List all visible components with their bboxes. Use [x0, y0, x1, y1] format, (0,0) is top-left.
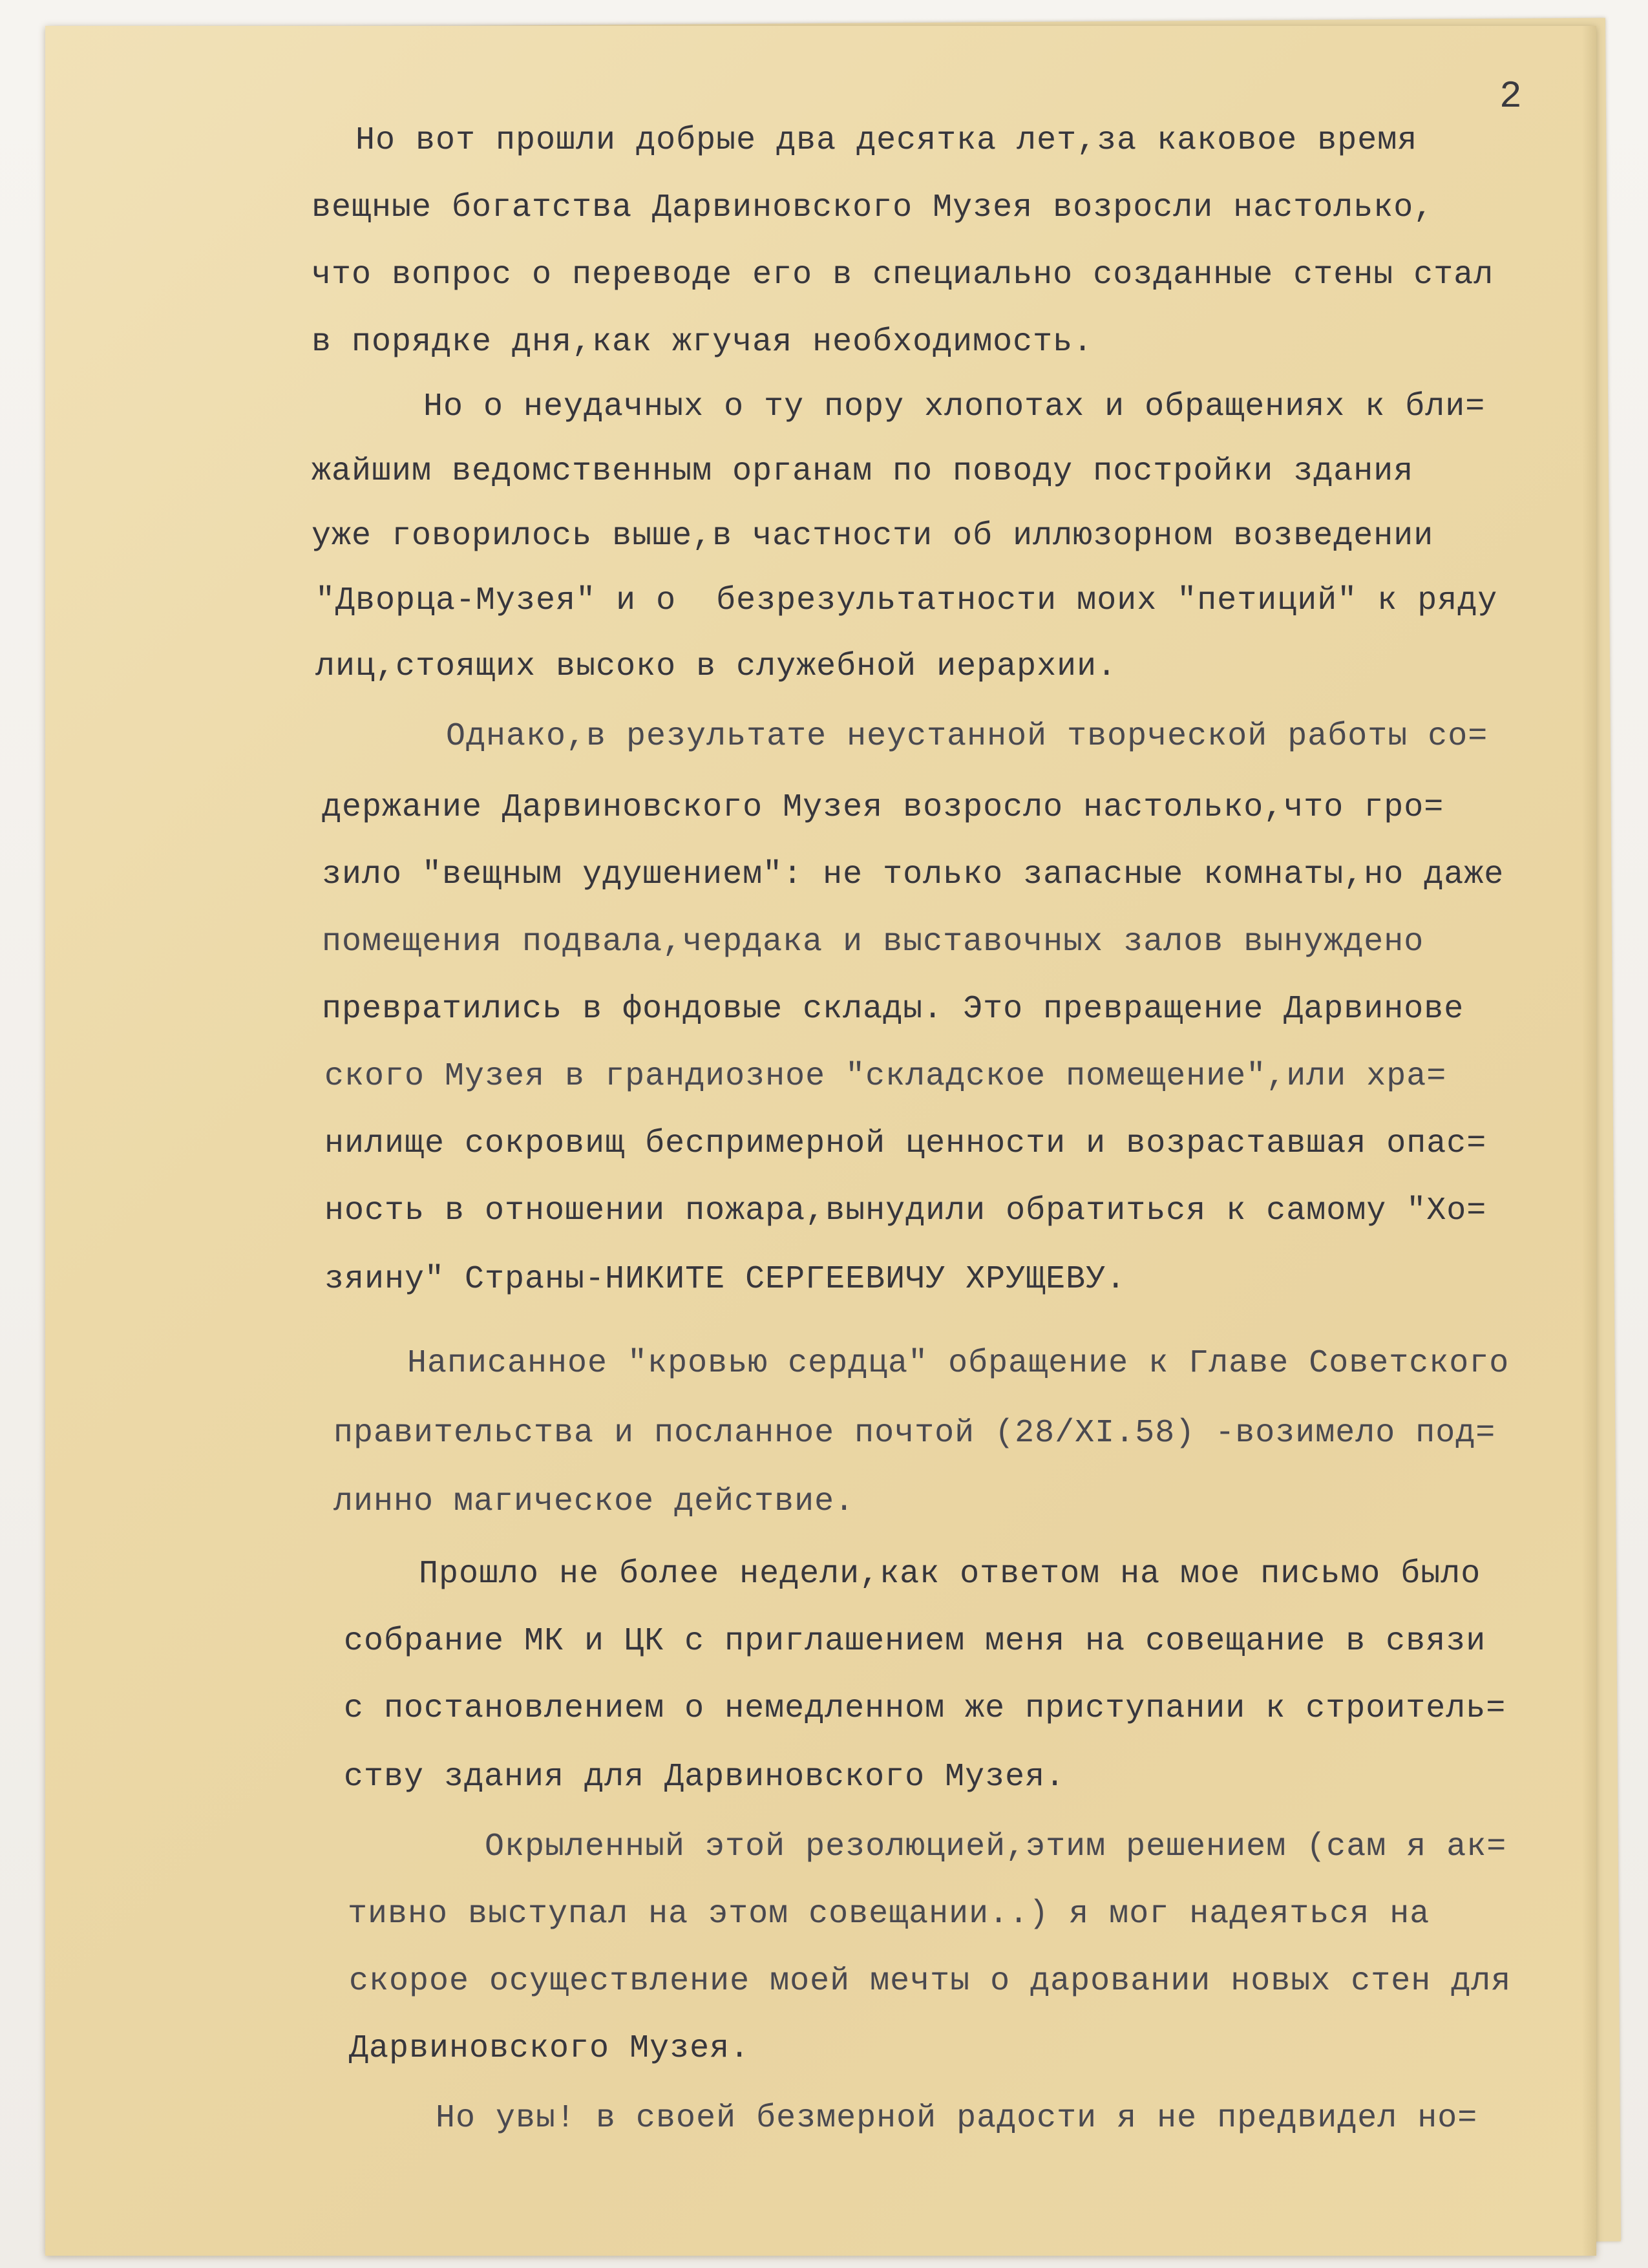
- text-line: жайшим ведомственным органам по поводу постройки здания: [312, 453, 1414, 490]
- text-line: ству здания для Дарвиновского Музея.: [344, 1759, 1066, 1796]
- text-line: "Дворца-Музея" и о безрезультатности моих "петиций" к ряду: [315, 582, 1498, 619]
- text-line: превратились в фондовые склады. Это превращение Дарвинове: [322, 991, 1464, 1028]
- text-line: тивно выступал на этом совещании..) я мог надеяться на: [348, 1896, 1430, 1933]
- text-line: нилище сокровищ беспримерной ценности и возраставшая опас=: [324, 1125, 1487, 1162]
- text-line: вещные богатства Дарвиновского Музея возросли настолько,: [312, 189, 1434, 226]
- text-line: Но увы! в своей безмерной радости я не предвидел но=: [436, 2100, 1478, 2137]
- text-line: правительства и посланное почтой (28/XI.58) -возимело под=: [333, 1415, 1496, 1452]
- page-number: 2: [1499, 76, 1522, 118]
- text-line: Но о неудачных о ту пору хлопотах и обращениях к бли=: [423, 388, 1486, 425]
- text-line: уже говорилось выше,в частности об иллюзорном возведении: [312, 518, 1434, 555]
- text-line: что вопрос о переводе его в специально созданные стены стал: [312, 257, 1494, 293]
- text-line: Окрыленный этой резолюцией,этим решением (сам я ак=: [485, 1828, 1507, 1865]
- text-line: держание Дарвиновского Музея возросло настолько,что гро=: [322, 789, 1444, 826]
- text-line: ского Музея в грандиозное "складское помещение",или хра=: [324, 1058, 1447, 1095]
- text-line: собрание МК и ЦК с приглашением меня на совещание в связи: [344, 1623, 1486, 1660]
- text-line: с постановлением о немедленном же приступании к строитель=: [344, 1690, 1506, 1727]
- text-line: ность в отношении пожара,вынудили обратиться к самому "Хо=: [324, 1192, 1487, 1229]
- text-line: скорое осуществление моей мечты о даровании новых стен для: [349, 1963, 1512, 2000]
- text-line: Дарвиновского Музея.: [349, 2030, 750, 2067]
- text-line: Написанное "кровью сердца" обращение к Главе Советского: [407, 1345, 1510, 1382]
- text-line: Однако,в результате неустанной творческой работы со=: [446, 718, 1488, 755]
- text-line: зило "вещным удушением": не только запасные комнаты,но даже: [322, 856, 1505, 893]
- text-line: в порядке дня,как жгучая необходимость.: [312, 324, 1093, 361]
- typewritten-page: [45, 26, 1596, 2256]
- text-line: зяину" Страны-НИКИТЕ СЕРГЕЕВИЧУ ХРУЩЕВУ.: [324, 1261, 1126, 1298]
- text-line: помещения подвала,чердака и выставочных залов вынуждено: [322, 924, 1424, 960]
- text-line: лиц,стоящих высоко в служебной иерархии.: [315, 648, 1117, 685]
- text-line: Прошло не более недели,как ответом на мое письмо было: [419, 1556, 1481, 1593]
- text-line: Но вот прошли добрые два десятка лет,за каковое время: [355, 122, 1418, 159]
- text-line: линно магическое действие.: [333, 1483, 855, 1520]
